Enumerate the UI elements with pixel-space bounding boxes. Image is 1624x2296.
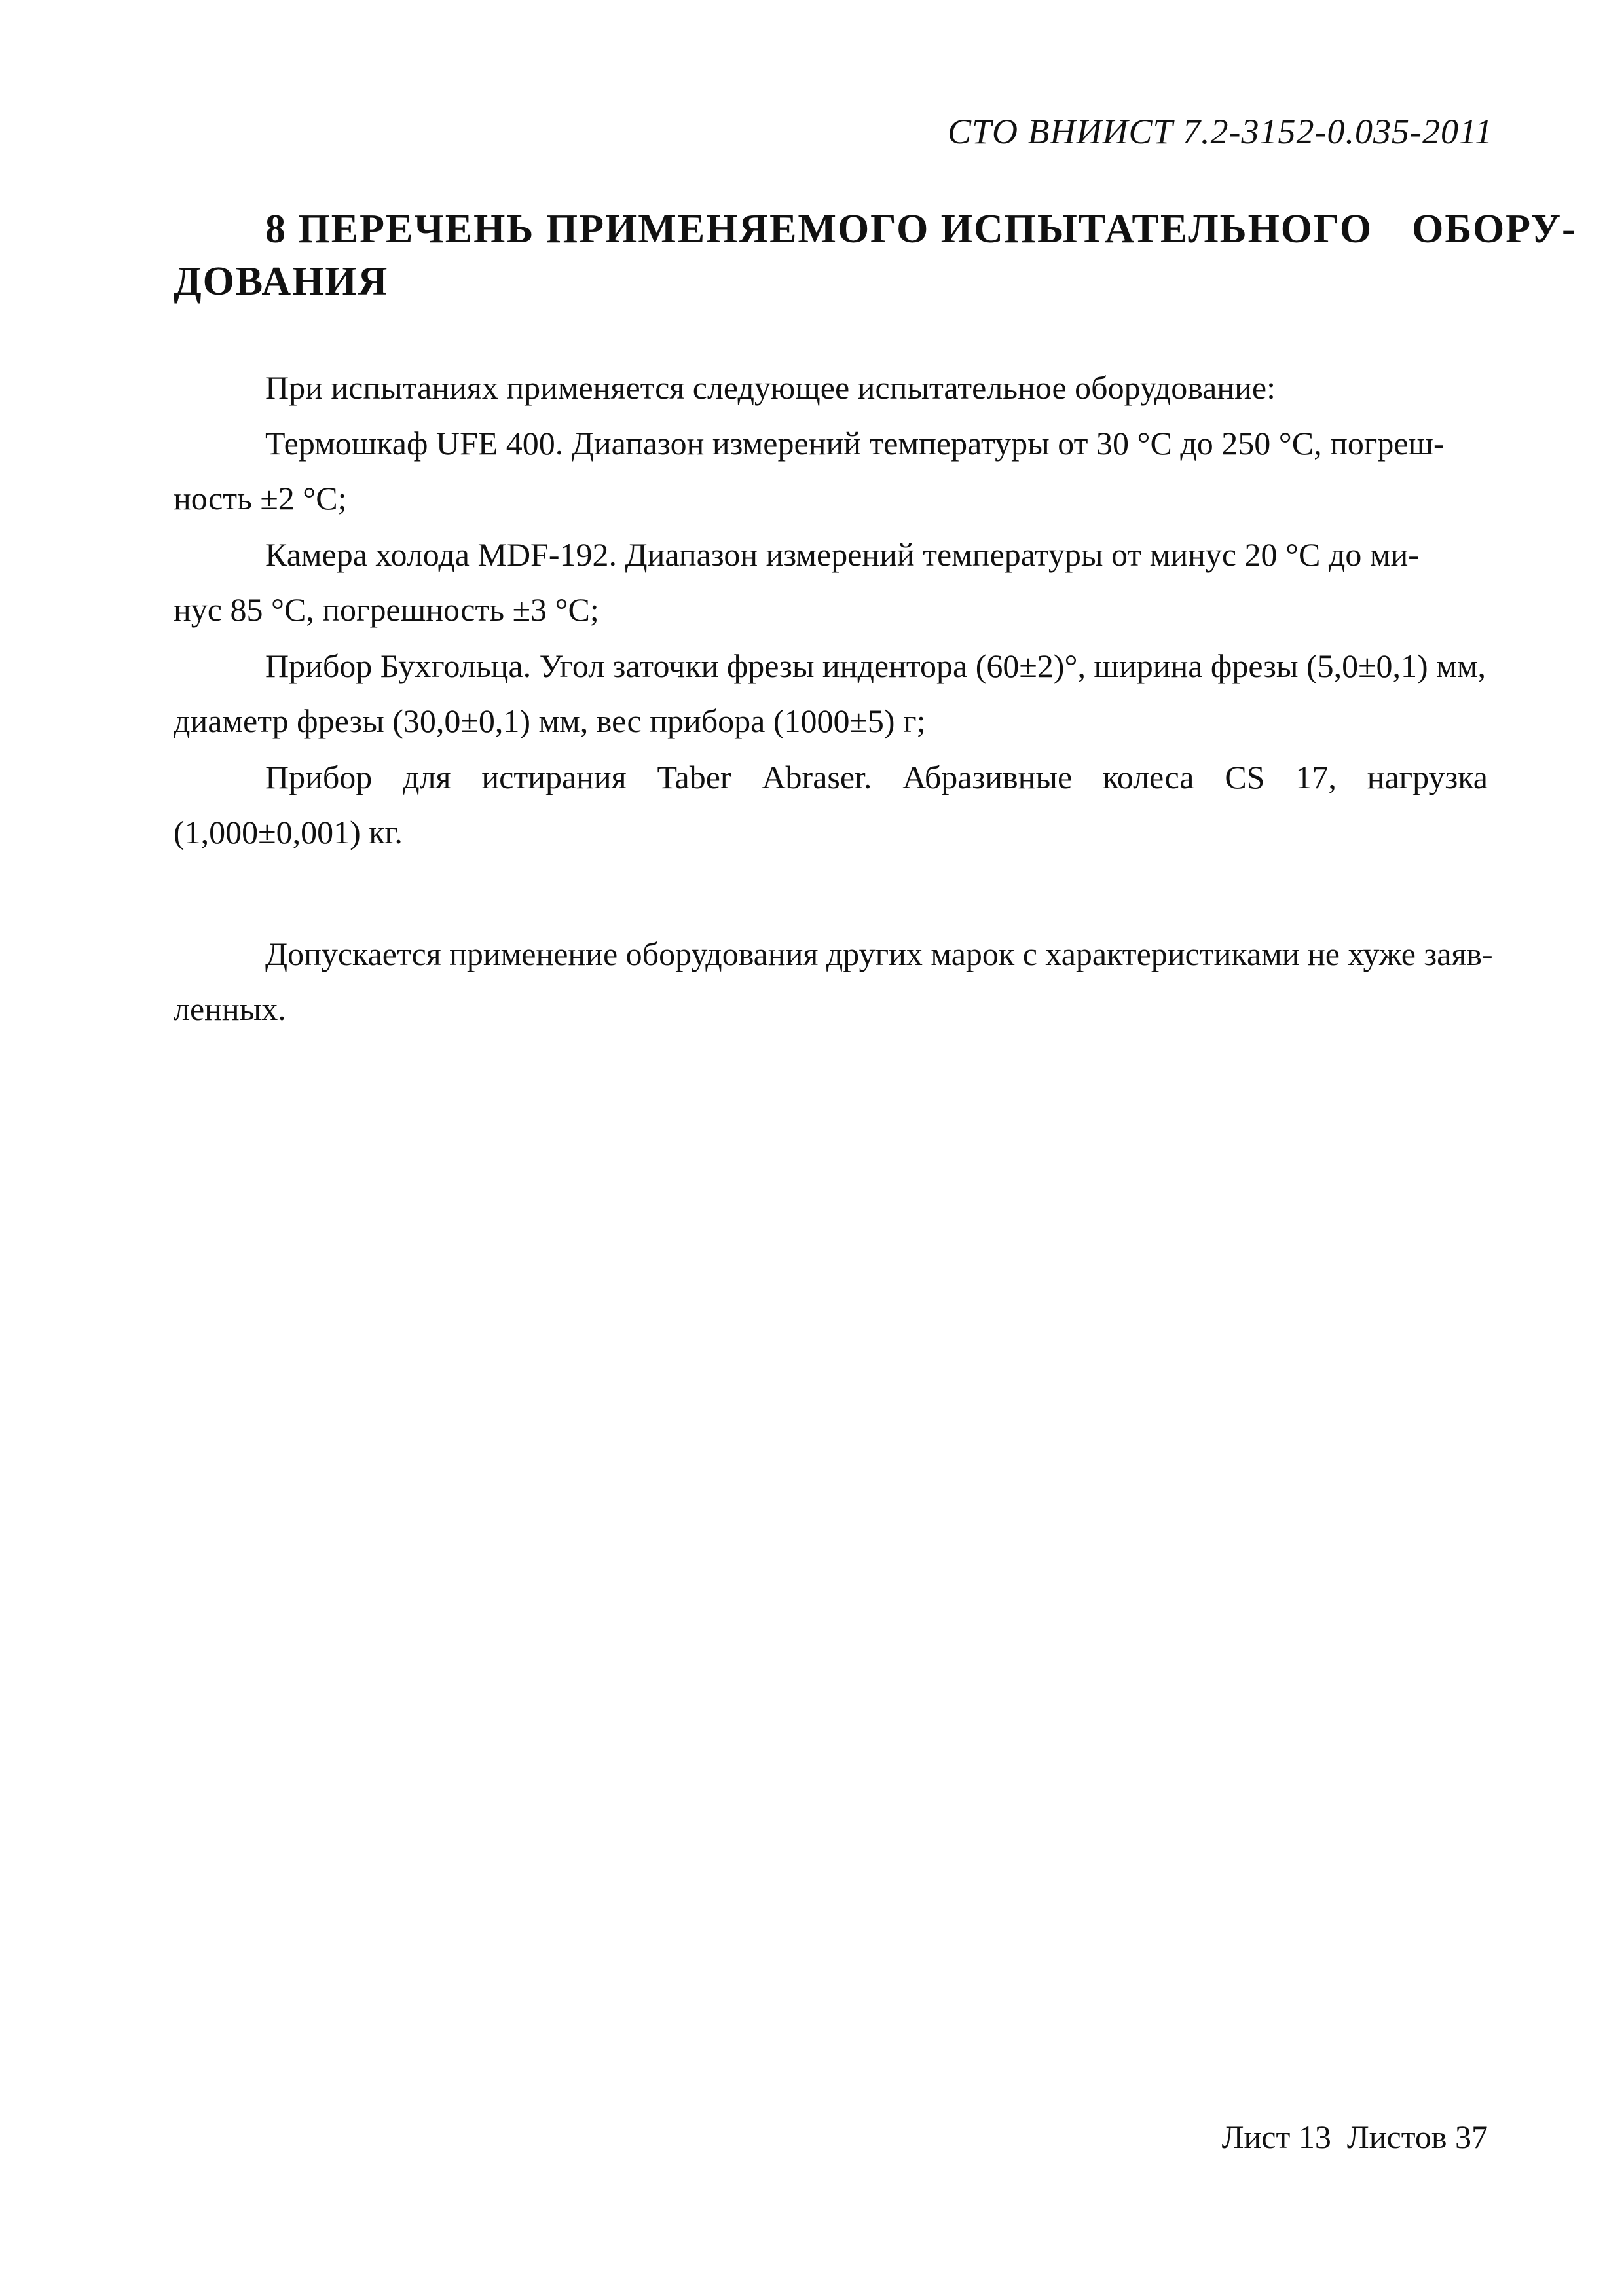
- paragraph-note-line-1: Допускается применение оборудования других марок с характеристиками не хуже заяв-: [265, 936, 1493, 972]
- paragraph-taber-line-1: [174, 750, 1488, 805]
- paragraph-buchholz-line-2: диаметр фрезы (30,0±0,1) мм, вес прибора (1000±5) г;: [174, 702, 926, 739]
- section-title-part-b: ОБОРУ-: [1412, 207, 1577, 251]
- taber-word: истирания: [481, 759, 627, 795]
- section-title-line-2: ДОВАНИЯ: [174, 259, 389, 304]
- paragraph-cold-line-1: Камера холода MDF-192. Диапазон измерений температуры от минус 20 °C до ми-: [265, 536, 1419, 573]
- paragraph-buchholz-device: [174, 638, 1488, 748]
- sheet-number: Лист 13: [1221, 2119, 1331, 2155]
- taber-word: для: [403, 759, 451, 795]
- paragraph-buchholz-line-1: Прибор Бухгольца. Угол заточки фрезы индентора (60±2)°, ширина фрезы (5,0±0,1) мм,: [265, 647, 1486, 684]
- section-title-part-a: 8 ПЕРЕЧЕНЬ ПРИМЕНЯЕМОГО ИСПЫТАТЕЛЬНОГО: [265, 207, 1373, 251]
- paragraph-intro-text: При испытаниях применяется следующее испытательное оборудование:: [265, 369, 1276, 406]
- sheet-total: Листов 37: [1346, 2119, 1488, 2155]
- paragraph-thermo-line-2: ность ±2 °C;: [174, 480, 347, 517]
- paragraph-intro: [174, 360, 1488, 415]
- paragraph-taber-line-2: (1,000±0,001) кг.: [174, 814, 403, 850]
- taber-word: 17,: [1295, 759, 1337, 795]
- taber-word: нагрузка: [1367, 759, 1488, 795]
- section-title: [174, 203, 1577, 308]
- taber-word: Taber: [657, 759, 731, 795]
- taber-word: Абразивные: [902, 759, 1073, 795]
- paragraph-cold-chamber: [174, 527, 1488, 637]
- paragraph-substitution-note: [174, 926, 1493, 1036]
- paragraph-thermo-cabinet: [174, 416, 1488, 526]
- taber-word: Прибор: [265, 759, 373, 795]
- taber-word: колеса: [1103, 759, 1194, 795]
- paragraph-note-line-2: ленных.: [174, 991, 286, 1027]
- section-title-line-1: [174, 203, 1577, 255]
- taber-word: Abraser.: [762, 759, 872, 795]
- paragraph-taber-abraser: [174, 750, 1488, 860]
- page-footer: [1222, 2118, 1488, 2156]
- document-code: СТО ВНИИСТ 7.2-3152-0.035-2011: [947, 112, 1493, 151]
- taber-word: CS: [1225, 759, 1265, 795]
- paragraph-cold-line-2: нус 85 °C, погрешность ±3 °C;: [174, 591, 599, 628]
- paragraph-thermo-line-1: Термошкаф UFE 400. Диапазон измерений температуры от 30 °C до 250 °C, погреш-: [265, 425, 1445, 462]
